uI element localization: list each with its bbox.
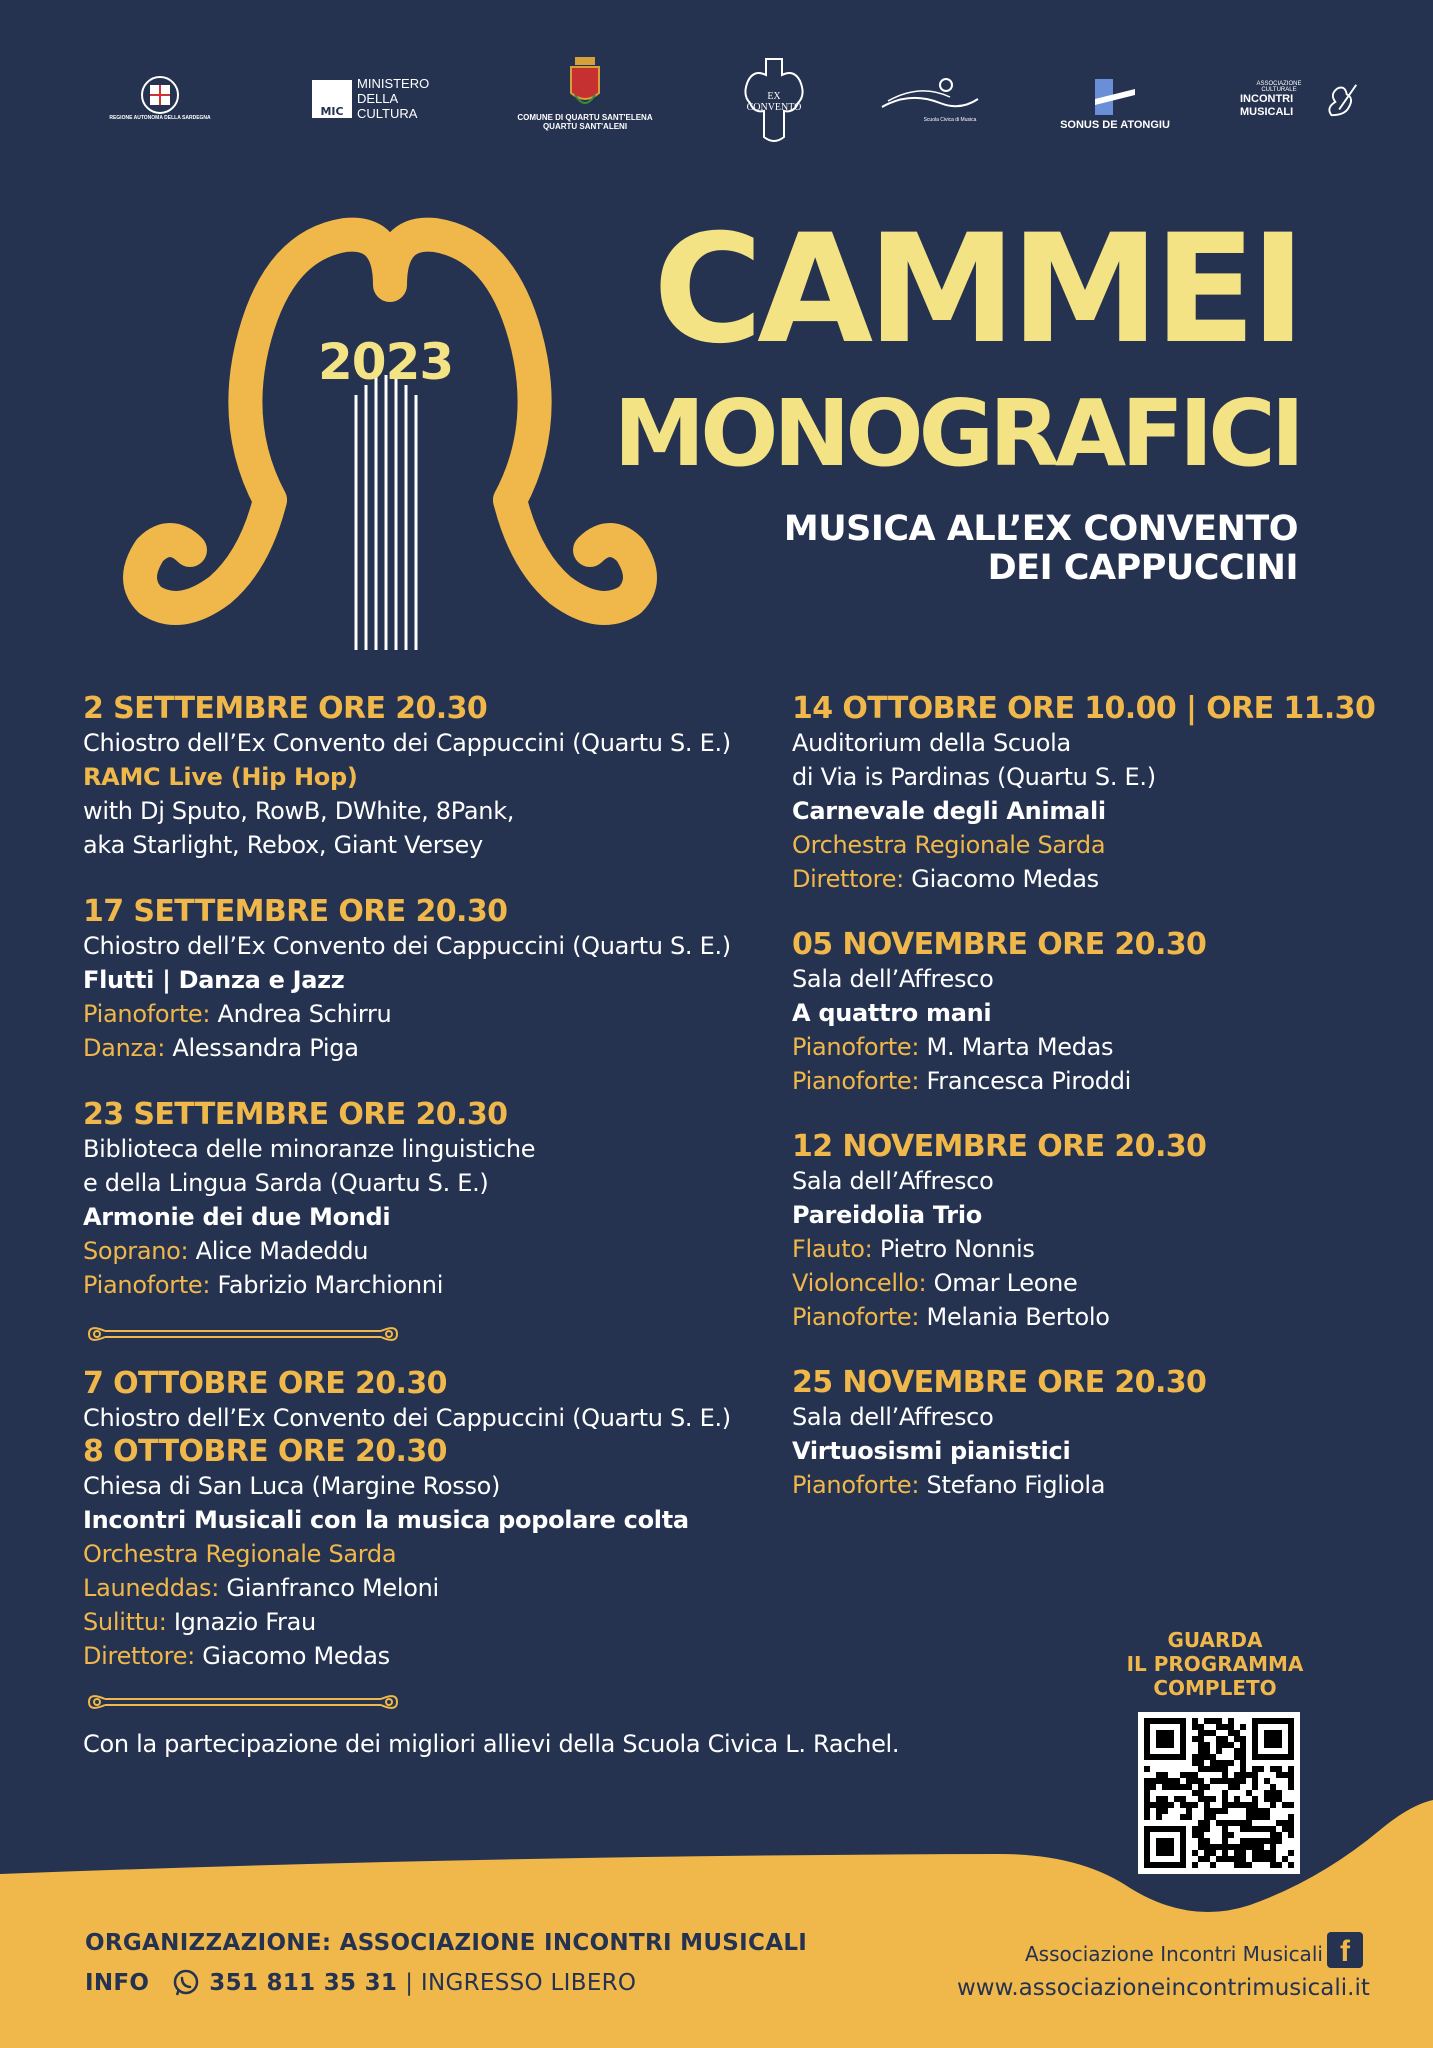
- event-date: 12 NOVEMBRE ORE 20.30: [792, 1129, 1207, 1164]
- entry-text: | INGRESSO LIBERO: [405, 1970, 637, 1996]
- performer: [792, 1064, 1206, 1098]
- performer: [792, 1266, 1206, 1300]
- performer-role: Violoncello:: [792, 1269, 927, 1297]
- quartu-coat-of-arms-icon: [565, 55, 605, 113]
- event-venue: Auditorium della Scuola: [792, 729, 1071, 757]
- subtitle-line-2: DEI CAPPUCCINI: [987, 548, 1298, 588]
- page-title-line-2: MONOGRAFICI: [613, 380, 1300, 487]
- performer-role: Pianoforte:: [792, 1067, 920, 1095]
- performer-role: Direttore:: [792, 865, 904, 893]
- performer-name: Alessandra Piga: [172, 1034, 359, 1062]
- performer-role: Soprano:: [83, 1237, 189, 1265]
- info-label: INFO: [85, 1970, 150, 1996]
- page-title: CAMMEI: [653, 203, 1300, 377]
- facebook-icon[interactable]: f: [1327, 1932, 1363, 1968]
- event-23-settembre: [83, 1098, 535, 1302]
- performer-role: Direttore:: [83, 1642, 195, 1670]
- event-25-novembre: [792, 1366, 1206, 1502]
- comune-logo: [500, 55, 670, 131]
- performer-role: Flauto:: [792, 1235, 873, 1263]
- event-venue-2: Chiesa di San Luca (Margine Rosso): [83, 1472, 501, 1500]
- performer-name: Andrea Schirru: [217, 1000, 392, 1028]
- qr-caption-line-3: COMPLETO: [1153, 1676, 1277, 1700]
- event-12-novembre: [792, 1130, 1206, 1334]
- subtitle-line-1: MUSICA ALL’EX CONVENTO: [783, 509, 1298, 549]
- ornamental-divider: [83, 1322, 403, 1346]
- website-link[interactable]: www.associazioneincontrimusicali.it: [957, 1975, 1370, 2001]
- event-year: 2023: [318, 333, 454, 391]
- performer: [792, 1030, 1206, 1064]
- ornamental-divider: [83, 1690, 403, 1714]
- event-7-8-ottobre: [83, 1367, 731, 1673]
- qr-caption-line-1: GUARDA: [1167, 1628, 1263, 1652]
- ministero-logo-text: MINISTERO DELLA CULTURA: [357, 76, 430, 121]
- event-14-ottobre: [792, 692, 1375, 896]
- performer-name: Alice Madeddu: [195, 1237, 369, 1265]
- event-venue: Sala dell’Affresco: [792, 965, 994, 993]
- qr-caption: [1120, 1628, 1310, 1700]
- performer-role: Danza:: [83, 1034, 165, 1062]
- performer-name: Fabrizio Marchionni: [217, 1271, 444, 1299]
- event-date-2: 8 OTTOBRE ORE 20.30: [83, 1434, 447, 1469]
- event-detail: with Dj Sputo, RowB, DWhite, 8Pank,: [83, 797, 515, 825]
- performer-role: Pianoforte:: [792, 1303, 920, 1331]
- event-date: 7 OTTOBRE ORE 20.30: [83, 1366, 447, 1401]
- ex-convento-logo: [734, 55, 814, 145]
- performer: [83, 1234, 535, 1268]
- performer: [83, 997, 731, 1031]
- event-05-novembre: [792, 928, 1206, 1098]
- scuola-civica-text: Scuola Civica di Musica: [923, 117, 977, 123]
- sponsor-logos: [0, 55, 1433, 155]
- event-venue: Sala dell’Affresco: [792, 1167, 994, 1195]
- event-venue: Chiostro dell’Ex Convento dei Cappuccini (Quartu S. E.): [83, 729, 731, 757]
- event-date: 14 OTTOBRE ORE 10.00 | ORE 11.30: [792, 691, 1376, 726]
- performer-name: Ignazio Frau: [173, 1608, 316, 1636]
- event-title: Virtuosismi pianistici: [792, 1437, 1071, 1465]
- performer-name: Pietro Nonnis: [879, 1235, 1035, 1263]
- performer-name: M. Marta Medas: [926, 1033, 1114, 1061]
- performer-role: Pianoforte:: [83, 1271, 211, 1299]
- performer-name: Stefano Figliola: [926, 1471, 1106, 1499]
- event-17-settembre: [83, 895, 731, 1065]
- page-subtitle: [680, 510, 1298, 588]
- qr-caption-line-2: IL PROGRAMMA: [1126, 1652, 1304, 1676]
- performer: [83, 1639, 731, 1673]
- participation-note: Con la partecipazione dei migliori allievi della Scuola Civica L. Rachel.: [83, 1730, 900, 1758]
- ex-convento-text: EX CONVENTO: [746, 91, 802, 113]
- mic-logo-icon: [312, 80, 352, 118]
- info-line: [85, 1968, 636, 1998]
- performer-role: Pianoforte:: [792, 1033, 920, 1061]
- performer-role: Launeddas:: [83, 1574, 220, 1602]
- performer: [792, 1300, 1206, 1334]
- event-detail: aka Starlight, Rebox, Giant Versey: [83, 831, 483, 859]
- performer-role: Pianoforte:: [792, 1471, 920, 1499]
- incontri-small-text: ASSOCIAZIONE CULTURALE: [1256, 81, 1302, 94]
- event-venue: Chiostro dell’Ex Convento dei Cappuccini (Quartu S. E.): [83, 932, 731, 960]
- sonus-text: SONUS DE ATONGIU: [1060, 119, 1170, 131]
- qr-code-icon: [1138, 1712, 1300, 1874]
- event-title: Armonie dei due Mondi: [83, 1203, 391, 1231]
- regione-logo-text: REGIONE AUTONOMA DELLA SARDEGNA: [109, 115, 211, 121]
- performer-name: Giacomo Medas: [911, 865, 1099, 893]
- violin-icon: [1322, 80, 1360, 120]
- event-ensemble: Orchestra Regionale Sarda: [792, 831, 1106, 859]
- performer-name: Gianfranco Meloni: [226, 1574, 439, 1602]
- performer: [83, 1031, 731, 1065]
- performer: [792, 1468, 1206, 1502]
- event-date: 23 SETTEMBRE ORE 20.30: [83, 1097, 508, 1132]
- regione-logo: [75, 75, 245, 121]
- incontri-logo: [1240, 80, 1360, 120]
- event-venue: e della Lingua Sarda (Quartu S. E.): [83, 1169, 489, 1197]
- sonus-logo-icon: [1090, 75, 1140, 119]
- comune-logo-text: COMUNE DI QUARTU SANT'ELENA QUARTU SANT'ALENI: [517, 113, 653, 132]
- event-title: Incontri Musicali con la musica popolare colta: [83, 1506, 689, 1534]
- whatsapp-icon: [171, 1968, 201, 1998]
- event-title: RAMC Live (Hip Hop): [83, 763, 358, 791]
- scuola-civica-logo: [875, 73, 985, 123]
- incontri-logo-text: INCONTRI MUSICALI: [1240, 93, 1294, 118]
- sonus-logo: [1040, 75, 1190, 132]
- event-2-settembre: [83, 692, 731, 862]
- sardinia-coat-of-arms-icon: [140, 75, 180, 115]
- event-title: Flutti | Danza e Jazz: [83, 966, 345, 994]
- performer: [83, 1571, 731, 1605]
- event-venue: Chiostro dell’Ex Convento dei Cappuccini (Quartu S. E.): [83, 1404, 731, 1432]
- event-date: 05 NOVEMBRE ORE 20.30: [792, 927, 1207, 962]
- performer-role: Sulittu:: [83, 1608, 167, 1636]
- performer-name: Omar Leone: [933, 1269, 1078, 1297]
- event-date: 25 NOVEMBRE ORE 20.30: [792, 1365, 1207, 1400]
- ministero-logo: [312, 77, 437, 122]
- scuola-civica-logo-icon: [880, 73, 980, 117]
- event-venue: Sala dell’Affresco: [792, 1403, 994, 1431]
- organization-text: ORGANIZZAZIONE: ASSOCIAZIONE INCONTRI MUSICALI: [85, 1930, 808, 1956]
- event-ensemble: Orchestra Regionale Sarda: [83, 1540, 397, 1568]
- event-venue: di Via is Pardinas (Quartu S. E.): [792, 763, 1156, 791]
- association-name: Associazione Incontri Musicali: [1025, 1942, 1323, 1966]
- event-title: Carnevale degli Animali: [792, 797, 1106, 825]
- program-qr-code[interactable]: [1138, 1712, 1300, 1874]
- event-venue: Biblioteca delle minoranze linguistiche: [83, 1135, 536, 1163]
- performer: [792, 1232, 1206, 1266]
- performer: [83, 1268, 535, 1302]
- event-title: A quattro mani: [792, 999, 992, 1027]
- event-date: 2 SETTEMBRE ORE 20.30: [83, 691, 488, 726]
- performer-role: Pianoforte:: [83, 1000, 211, 1028]
- performer: [83, 1605, 731, 1639]
- performer-name: Francesca Piroddi: [926, 1067, 1132, 1095]
- performer-name: Giacomo Medas: [202, 1642, 390, 1670]
- mic-text: MIC: [320, 105, 344, 119]
- event-title: Pareidolia Trio: [792, 1201, 982, 1229]
- performer-name: Melania Bertolo: [926, 1303, 1110, 1331]
- phone-number[interactable]: 351 811 35 31: [209, 1970, 398, 1996]
- performer: [792, 862, 1375, 896]
- event-date: 17 SETTEMBRE ORE 20.30: [83, 894, 508, 929]
